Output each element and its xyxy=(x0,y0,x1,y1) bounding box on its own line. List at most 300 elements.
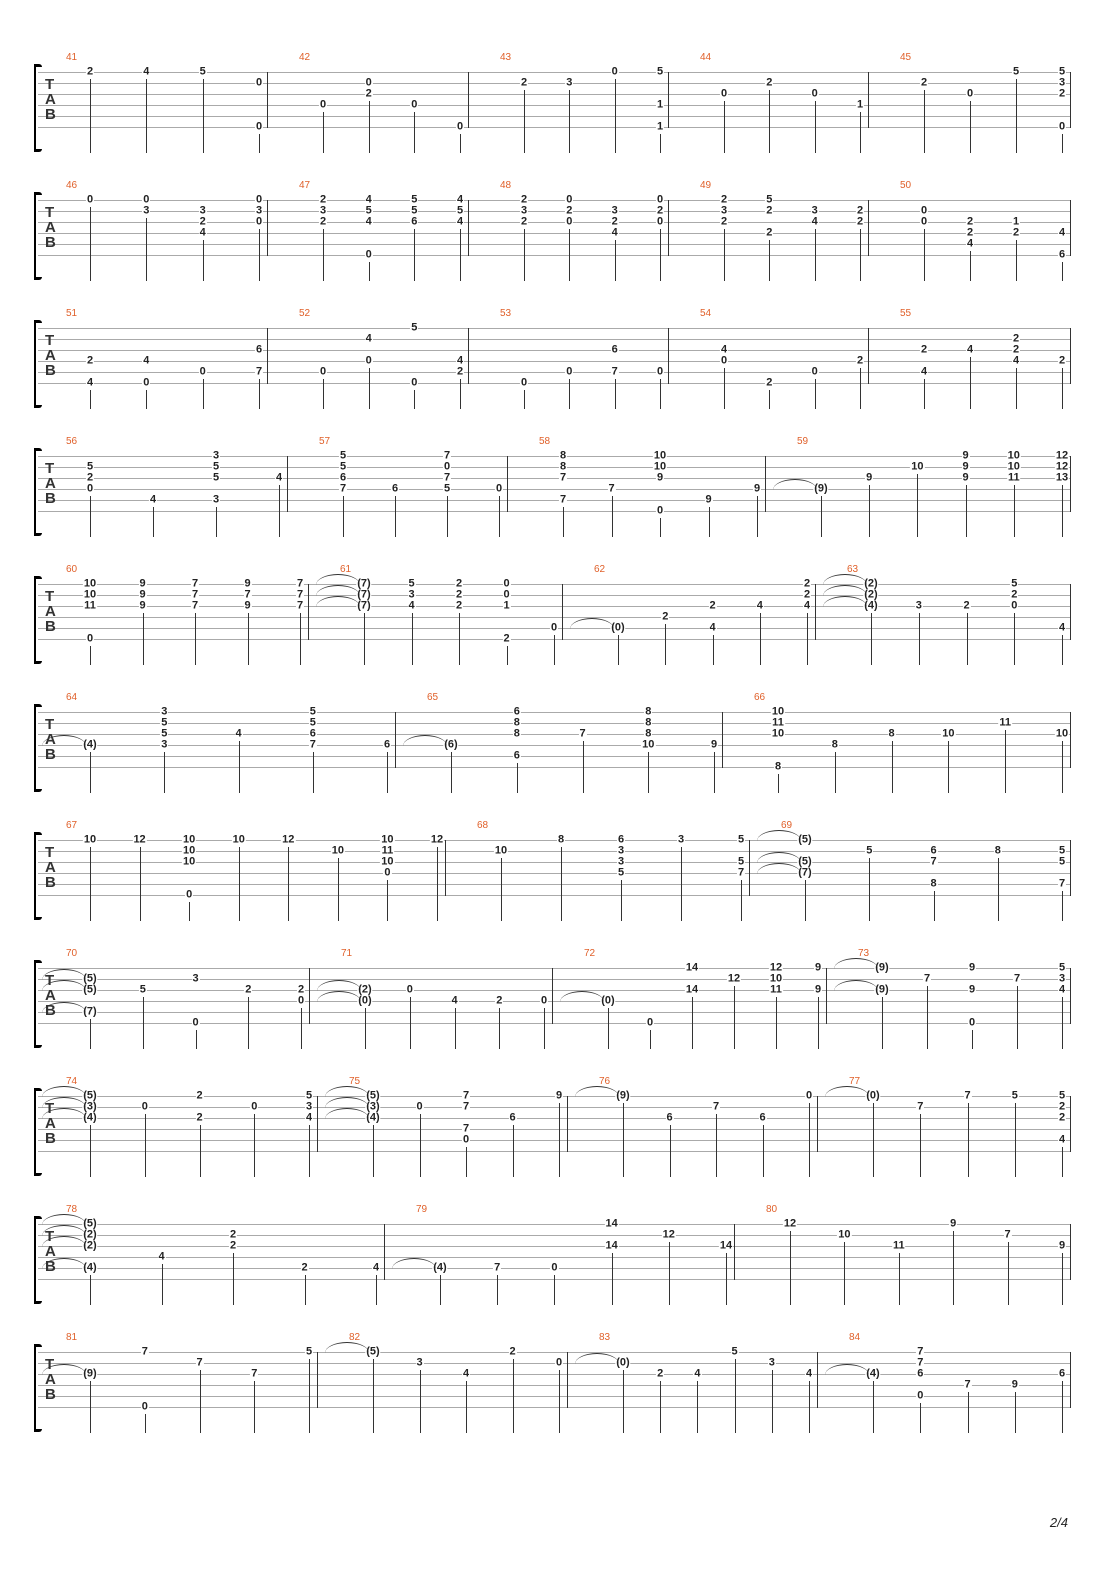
fret-number: (4) xyxy=(866,1367,880,1380)
note-stem xyxy=(809,1381,810,1433)
fret-number: 7 xyxy=(191,588,199,601)
fret-number: 12 xyxy=(430,833,444,846)
tie-arc xyxy=(757,830,801,841)
note-stem xyxy=(90,207,91,281)
fret-number: 12 xyxy=(727,972,741,985)
tab-string-line xyxy=(38,255,1070,256)
tie-arc xyxy=(575,1353,619,1364)
fret-number: 2 xyxy=(503,632,510,645)
note-stem xyxy=(716,1114,717,1177)
note-stem xyxy=(90,1019,91,1049)
fret-number: 6 xyxy=(309,727,316,740)
fret-number: 5 xyxy=(737,855,745,868)
fret-number: 9 xyxy=(1058,1239,1066,1252)
note-stem xyxy=(395,496,396,537)
fret-number: 2 xyxy=(520,193,528,206)
note-stem xyxy=(924,229,925,281)
tie-arc xyxy=(42,1086,86,1097)
barline xyxy=(1070,200,1071,256)
fret-number: 9 xyxy=(962,449,969,462)
note-stem xyxy=(146,218,147,281)
note-stem xyxy=(309,1125,310,1177)
note-stem xyxy=(524,90,525,153)
note-stem xyxy=(254,1114,255,1177)
barline xyxy=(267,200,268,256)
note-stem xyxy=(724,368,725,409)
tie-arc xyxy=(825,1086,869,1097)
measure-number: 78 xyxy=(66,1204,78,1215)
fret-number: 0 xyxy=(297,994,305,1007)
tab-string-line xyxy=(38,1396,1070,1397)
fret-number: 2 xyxy=(856,215,864,228)
note-stem xyxy=(248,613,249,665)
fret-number: (4) xyxy=(83,1261,97,1274)
tie-arc xyxy=(575,1086,619,1097)
fret-number: 6 xyxy=(666,1111,673,1124)
tab-string-line xyxy=(38,1224,1070,1225)
fret-number: 8 xyxy=(513,727,520,740)
note-stem xyxy=(1062,1253,1063,1305)
note-stem xyxy=(437,847,438,921)
note-stem xyxy=(369,101,370,153)
tab-string-line xyxy=(38,756,1070,757)
barline xyxy=(1070,968,1071,1024)
fret-number: 2 xyxy=(803,588,811,601)
fret-number: 4 xyxy=(694,1367,701,1380)
note-stem xyxy=(741,880,742,921)
fret-number: 7 xyxy=(462,1122,470,1135)
tab-string-line xyxy=(38,244,1070,245)
fret-number: 2 xyxy=(966,215,974,228)
fret-number: 4 xyxy=(456,215,464,228)
note-stem xyxy=(559,1103,560,1177)
fret-number: 0 xyxy=(86,632,94,645)
fret-number: 7 xyxy=(296,588,304,601)
note-stem xyxy=(440,1275,441,1305)
tab-clef-letter: A xyxy=(45,1371,56,1388)
fret-number: 4 xyxy=(456,193,464,206)
fret-number: 0 xyxy=(566,193,573,206)
fret-number: 0 xyxy=(411,98,418,111)
note-stem xyxy=(524,229,525,281)
tab-system xyxy=(34,820,1074,926)
tie-arc xyxy=(392,1258,436,1269)
fret-number: 0 xyxy=(255,120,263,133)
fret-number: 5 xyxy=(766,193,773,206)
tie-arc xyxy=(316,574,360,585)
fret-number: 4 xyxy=(143,354,150,367)
fret-number: 7 xyxy=(1013,972,1021,985)
tab-string-line xyxy=(38,511,1070,512)
barline xyxy=(1070,456,1071,512)
barline xyxy=(668,328,669,384)
measure-number: 79 xyxy=(416,1204,428,1215)
fret-number: 4 xyxy=(372,1261,380,1274)
fret-number: 4 xyxy=(235,727,242,740)
note-stem xyxy=(239,847,240,921)
note-stem xyxy=(414,229,415,281)
barline xyxy=(868,200,869,256)
tie-arc xyxy=(42,969,86,980)
barline xyxy=(267,328,268,384)
note-stem xyxy=(387,880,388,921)
barline xyxy=(287,456,288,512)
fret-number: 14 xyxy=(685,961,699,974)
system-bracket xyxy=(34,962,42,1046)
note-stem xyxy=(917,474,918,537)
measure-number: 52 xyxy=(299,308,311,319)
measure-number: 76 xyxy=(599,1076,611,1087)
fret-number: 0 xyxy=(141,1400,148,1413)
fret-number: 5 xyxy=(305,1345,313,1358)
tab-string-line xyxy=(38,1374,1070,1375)
fret-number: 10 xyxy=(183,833,196,846)
fret-number: 4 xyxy=(709,621,716,634)
fret-number: 7 xyxy=(255,365,263,378)
tab-clef-letter: B xyxy=(45,618,56,635)
tie-arc xyxy=(325,1108,369,1119)
tab-clef-letter: B xyxy=(45,1258,56,1275)
fret-number: 8 xyxy=(559,449,567,462)
fret-number: 8 xyxy=(930,877,937,890)
fret-number: 0 xyxy=(540,994,548,1007)
fret-number: (2) xyxy=(864,588,878,601)
fret-number: 0 xyxy=(319,365,327,378)
note-stem xyxy=(821,496,822,537)
fret-number: 0 xyxy=(720,354,728,367)
fret-number: 2 xyxy=(1012,332,1020,345)
fret-number: 0 xyxy=(86,193,94,206)
measure-number: 54 xyxy=(700,308,712,319)
fret-number: 8 xyxy=(994,844,1001,857)
fret-number: 6 xyxy=(1058,248,1066,261)
note-stem xyxy=(239,741,240,793)
fret-number: 7 xyxy=(1058,877,1066,890)
note-stem xyxy=(90,1275,91,1305)
fret-number: 4 xyxy=(920,365,928,378)
barline xyxy=(1070,328,1071,384)
fret-number: 0 xyxy=(566,215,573,228)
fret-number: 7 xyxy=(559,493,567,506)
note-stem xyxy=(778,774,779,793)
barline xyxy=(868,72,869,128)
note-stem xyxy=(195,613,196,665)
tie-arc xyxy=(570,618,614,629)
note-stem xyxy=(369,368,370,409)
barline xyxy=(309,968,310,1024)
fret-number: 2 xyxy=(196,1111,203,1124)
measure-number: 74 xyxy=(66,1076,78,1087)
fret-number: 2 xyxy=(920,76,928,89)
measure-number: 68 xyxy=(477,820,489,831)
note-stem xyxy=(608,1008,609,1049)
note-stem xyxy=(254,1381,255,1433)
fret-number: 10 xyxy=(331,844,344,857)
tab-string-line xyxy=(38,968,1070,969)
fret-number: (5) xyxy=(366,1089,380,1102)
fret-number: (4) xyxy=(83,738,97,751)
tab-string-line xyxy=(38,105,1070,106)
tab-string-line xyxy=(38,83,1070,84)
note-stem xyxy=(860,229,861,281)
fret-number: 0 xyxy=(365,76,372,89)
tab-string-line xyxy=(38,767,1070,768)
fret-number: 0 xyxy=(384,866,391,879)
fret-number: 0 xyxy=(456,120,464,133)
tab-system xyxy=(34,1204,1074,1310)
fret-number: 5 xyxy=(161,727,168,740)
tab-system xyxy=(34,180,1074,286)
barline xyxy=(668,72,669,128)
tab-string-line xyxy=(38,1107,1070,1108)
tab-system xyxy=(34,1332,1074,1438)
fret-number: 7 xyxy=(964,1089,971,1102)
fret-number: 9 xyxy=(139,577,146,590)
fret-number: 1 xyxy=(856,98,864,111)
note-stem xyxy=(499,496,500,537)
note-stem xyxy=(724,229,725,281)
fret-number: 0 xyxy=(86,482,94,495)
note-stem xyxy=(1014,613,1015,665)
note-stem xyxy=(248,997,249,1049)
fret-number: 7 xyxy=(608,482,615,495)
barline xyxy=(815,584,816,640)
tab-clef-letter: A xyxy=(45,475,56,492)
tab-string-line xyxy=(38,489,1070,490)
tie-arc xyxy=(403,735,447,746)
fret-number: 5 xyxy=(339,449,347,462)
fret-number: 6 xyxy=(513,705,520,718)
tab-clef-letter: T xyxy=(45,332,55,349)
fret-number: 4 xyxy=(462,1367,470,1380)
note-stem xyxy=(373,1125,374,1177)
tab-system xyxy=(34,436,1074,542)
note-stem xyxy=(143,997,144,1049)
fret-number: 0 xyxy=(656,504,664,517)
tab-string-line xyxy=(38,372,1070,373)
fret-number: 9 xyxy=(962,460,969,473)
barline xyxy=(395,712,396,768)
fret-number: 0 xyxy=(1058,120,1066,133)
note-stem xyxy=(934,891,935,921)
fret-number: 3 xyxy=(1058,972,1066,985)
tab-clef-letter: T xyxy=(45,204,55,221)
fret-number: 0 xyxy=(255,193,263,206)
note-stem xyxy=(279,485,280,537)
tab-string-line xyxy=(38,222,1070,223)
fret-number: 6 xyxy=(339,471,347,484)
tab-clef-letter: B xyxy=(45,1386,56,1403)
tab-string-line xyxy=(38,1001,1070,1002)
note-stem xyxy=(669,1242,670,1305)
fret-number: 9 xyxy=(656,471,664,484)
note-stem xyxy=(769,90,770,153)
note-stem xyxy=(769,240,770,281)
measure-number: 41 xyxy=(66,52,78,63)
fret-number: 4 xyxy=(756,599,763,612)
fret-number: 0 xyxy=(520,376,528,389)
page-number: 2/4 xyxy=(1049,1515,1068,1530)
fret-number: 0 xyxy=(495,482,503,495)
fret-number: 4 xyxy=(451,994,458,1007)
system-bracket xyxy=(34,1346,42,1430)
fret-number: 2 xyxy=(920,343,928,356)
fret-number: 2 xyxy=(365,87,372,100)
tie-arc xyxy=(316,596,360,607)
note-stem xyxy=(815,101,816,153)
tab-string-line xyxy=(38,478,1070,479)
tie-arc xyxy=(834,958,878,969)
note-stem xyxy=(196,1030,197,1049)
note-stem xyxy=(309,1359,310,1433)
measure-number: 72 xyxy=(584,948,596,959)
fret-number: 2 xyxy=(455,588,463,601)
fret-number: 4 xyxy=(966,343,974,356)
measure-number: 62 xyxy=(594,564,606,575)
fret-number: (9) xyxy=(83,1367,97,1380)
fret-number: 4 xyxy=(149,493,157,506)
fret-number: 12 xyxy=(282,833,295,846)
tab-system xyxy=(34,1076,1074,1182)
tie-arc xyxy=(773,479,817,490)
measure-number: 60 xyxy=(66,564,78,575)
fret-number: 3 xyxy=(611,204,618,217)
note-stem xyxy=(844,1242,845,1305)
tie-arc xyxy=(757,852,801,863)
fret-number: 7 xyxy=(712,1100,720,1113)
barline xyxy=(1070,584,1071,640)
fret-number: 2 xyxy=(966,226,974,239)
fret-number: 2 xyxy=(656,204,664,217)
note-stem xyxy=(1016,79,1017,153)
tab-string-line xyxy=(38,1246,1070,1247)
tab-clef-letter: B xyxy=(45,746,56,763)
barline xyxy=(1070,1224,1071,1280)
fret-number: 2 xyxy=(301,1261,308,1274)
fret-number: 2 xyxy=(456,365,464,378)
fret-number: 2 xyxy=(1012,226,1020,239)
fret-number: 4 xyxy=(1058,621,1066,634)
fret-number: 5 xyxy=(1058,1089,1066,1102)
fret-number: 0 xyxy=(566,365,573,378)
note-stem xyxy=(1062,997,1063,1049)
fret-number: 2 xyxy=(766,226,773,239)
tie-arc xyxy=(42,1225,86,1236)
tab-clef-letter: T xyxy=(45,1356,55,1373)
note-stem xyxy=(970,357,971,409)
fret-number: 0 xyxy=(555,1356,563,1369)
fret-number: 9 xyxy=(753,482,761,495)
tie-arc xyxy=(757,863,801,874)
tab-clef-letter: T xyxy=(45,716,55,733)
fret-number: 8 xyxy=(645,716,652,729)
fret-number: 6 xyxy=(255,343,263,356)
barline xyxy=(317,1096,318,1152)
barline xyxy=(817,1352,818,1408)
measure-number: 80 xyxy=(766,1204,778,1215)
measure-number: 57 xyxy=(319,436,331,447)
fret-number: 3 xyxy=(408,588,415,601)
fret-number: 5 xyxy=(411,204,418,217)
note-stem xyxy=(919,613,920,665)
measure-number: 53 xyxy=(500,308,512,319)
note-stem xyxy=(373,1359,374,1433)
tab-clef-letter: A xyxy=(45,91,56,108)
barline xyxy=(868,328,869,384)
fret-number: 3 xyxy=(199,204,206,217)
fret-number: (7) xyxy=(357,577,371,590)
note-stem xyxy=(615,79,616,153)
fret-number: 5 xyxy=(617,866,625,879)
fret-number: 6 xyxy=(383,738,391,751)
tab-clef-letter: T xyxy=(45,76,55,93)
note-stem xyxy=(714,752,715,793)
note-stem xyxy=(501,858,502,921)
system-bracket xyxy=(34,578,42,662)
note-stem xyxy=(660,1381,661,1433)
tie-arc xyxy=(834,980,878,991)
system-bracket xyxy=(34,1090,42,1174)
fret-number: 3 xyxy=(319,204,327,217)
note-stem xyxy=(805,880,806,921)
note-stem xyxy=(189,902,190,921)
note-stem xyxy=(968,1103,969,1177)
note-stem xyxy=(615,240,616,281)
fret-number: 6 xyxy=(509,1111,516,1124)
fret-number: 8 xyxy=(831,738,838,751)
fret-number: 2 xyxy=(229,1239,237,1252)
note-stem xyxy=(145,1414,146,1433)
tie-arc xyxy=(317,991,361,1002)
fret-number: 8 xyxy=(645,705,652,718)
fret-number: 11 xyxy=(84,599,96,612)
measure-number: 42 xyxy=(299,52,311,63)
tab-string-line xyxy=(38,1257,1070,1258)
fret-number: 5 xyxy=(1012,65,1020,78)
fret-number: 7 xyxy=(917,1100,924,1113)
note-stem xyxy=(899,1253,900,1305)
fret-number: (7) xyxy=(357,599,371,612)
fret-number: (7) xyxy=(357,588,371,601)
note-stem xyxy=(414,112,415,153)
tie-arc xyxy=(317,980,361,991)
fret-number: 0 xyxy=(805,1089,813,1102)
note-stem xyxy=(966,485,967,537)
measure-number: 43 xyxy=(500,52,512,63)
note-stem xyxy=(920,1403,921,1433)
fret-number: 9 xyxy=(814,983,822,996)
fret-number: 4 xyxy=(811,215,818,228)
fret-number: 2 xyxy=(1058,1100,1066,1113)
fret-number: 0 xyxy=(720,87,728,100)
tab-clef-letter: T xyxy=(45,1100,55,1117)
measure-number: 45 xyxy=(900,52,912,63)
note-stem xyxy=(757,496,758,537)
fret-number: 0 xyxy=(251,1100,258,1113)
barline xyxy=(507,456,508,512)
fret-number: 10 xyxy=(911,460,924,473)
note-stem xyxy=(1015,1103,1016,1177)
fret-number: 3 xyxy=(161,738,168,751)
fret-number: 5 xyxy=(212,471,220,484)
note-stem xyxy=(146,390,147,409)
fret-number: 9 xyxy=(1011,1378,1018,1391)
tie-arc xyxy=(560,991,604,1002)
fret-number: 10 xyxy=(83,588,97,601)
system-bracket xyxy=(34,834,42,918)
fret-number: (9) xyxy=(616,1089,630,1102)
fret-number: 5 xyxy=(411,321,418,334)
